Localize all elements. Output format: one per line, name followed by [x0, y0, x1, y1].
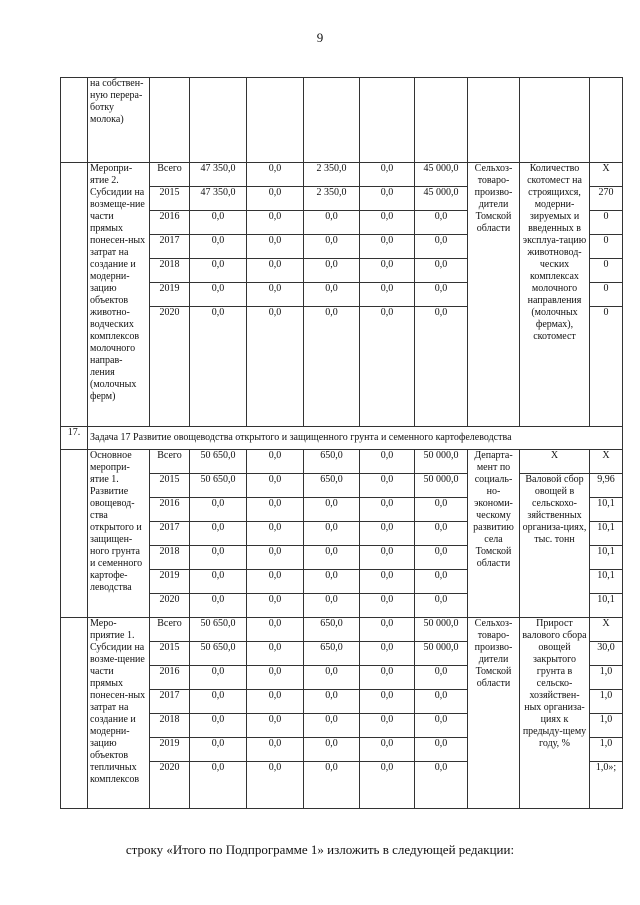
indicator-value: 10,1 — [590, 498, 623, 522]
local-cell: 0,0 — [360, 618, 415, 642]
table-body — [61, 78, 623, 809]
total-cell: 0,0 — [190, 714, 247, 738]
federal-cell: 0,0 — [247, 522, 304, 546]
regional-cell: 0,0 — [304, 498, 360, 522]
year-cell: 2017 — [150, 522, 190, 546]
indicator-value: 270 — [590, 187, 623, 211]
indicator-x-cell: Х — [520, 450, 590, 474]
federal-cell: 0,0 — [247, 163, 304, 187]
indicator-value: 0 — [590, 283, 623, 307]
federal-cell: 0,0 — [247, 498, 304, 522]
total-cell: 0,0 — [190, 307, 247, 427]
local-cell: 0,0 — [360, 450, 415, 474]
extra-cell: 0,0 — [415, 666, 468, 690]
federal-cell: 0,0 — [247, 259, 304, 283]
local-cell: 0,0 — [360, 498, 415, 522]
indicator-value: 1,0 — [590, 714, 623, 738]
indicator-value: Х — [590, 163, 623, 187]
total-cell: 0,0 — [190, 283, 247, 307]
federal-cell: 0,0 — [247, 666, 304, 690]
regional-cell: 650,0 — [304, 474, 360, 498]
indicator-value: 0 — [590, 307, 623, 427]
regional-cell: 650,0 — [304, 618, 360, 642]
federal-cell: 0,0 — [247, 450, 304, 474]
caption-text: строку «Итого по Подпрограмме 1» изложить в следующей редакции: — [125, 842, 515, 857]
regional-cell: 650,0 — [304, 450, 360, 474]
federal-cell: 0,0 — [247, 738, 304, 762]
extra-cell: 0,0 — [415, 307, 468, 427]
indicator-value: 10,1 — [590, 522, 623, 546]
year-cell: 2020 — [150, 762, 190, 809]
year-cell: 2020 — [150, 594, 190, 618]
regional-cell: 2 350,0 — [304, 163, 360, 187]
local-cell: 0,0 — [360, 474, 415, 498]
regional-cell: 0,0 — [304, 546, 360, 570]
extra-cell: 50 000,0 — [415, 618, 468, 642]
total-cell: 0,0 — [190, 594, 247, 618]
indicator-value: 0 — [590, 235, 623, 259]
local-cell: 0,0 — [360, 163, 415, 187]
indicator-value: 1,0 — [590, 666, 623, 690]
indicator-value: 0 — [590, 211, 623, 235]
local-cell: 0,0 — [360, 762, 415, 809]
year-cell: 2016 — [150, 666, 190, 690]
regional-cell: 0,0 — [304, 762, 360, 809]
indicator-value: Х — [590, 618, 623, 642]
total-cell: 0,0 — [190, 546, 247, 570]
total-cell: 0,0 — [190, 211, 247, 235]
extra-cell: 0,0 — [415, 690, 468, 714]
year-cell: 2018 — [150, 546, 190, 570]
local-cell: 0,0 — [360, 522, 415, 546]
extra-cell: 0,0 — [415, 738, 468, 762]
extra-cell: 50 000,0 — [415, 642, 468, 666]
local-cell: 0,0 — [360, 211, 415, 235]
indicator-value: 1,0 — [590, 690, 623, 714]
total-cell: 50 650,0 — [190, 642, 247, 666]
federal-cell: 0,0 — [247, 690, 304, 714]
total-cell: 0,0 — [190, 259, 247, 283]
extra-cell: 0,0 — [415, 283, 468, 307]
regional-cell: 0,0 — [304, 594, 360, 618]
indicator-value: 30,0 — [590, 642, 623, 666]
year-cell: 2019 — [150, 570, 190, 594]
regional-cell: 2 350,0 — [304, 187, 360, 211]
regional-cell: 0,0 — [304, 522, 360, 546]
local-cell: 0,0 — [360, 642, 415, 666]
extra-cell: 0,0 — [415, 762, 468, 809]
extra-cell: 50 000,0 — [415, 450, 468, 474]
total-cell: 0,0 — [190, 522, 247, 546]
year-cell: 2017 — [150, 235, 190, 259]
total-cell: 50 650,0 — [190, 474, 247, 498]
total-cell: 0,0 — [190, 738, 247, 762]
year-cell: 2018 — [150, 714, 190, 738]
year-cell: 2015 — [150, 642, 190, 666]
num-cell — [61, 450, 88, 618]
executor-cell: Сельхоз-товаро-произво-дители Томской области — [468, 163, 520, 427]
indicator-value: 10,1 — [590, 594, 623, 618]
federal-cell: 0,0 — [247, 594, 304, 618]
extra-cell: 0,0 — [415, 714, 468, 738]
indicator-value: 10,1 — [590, 546, 623, 570]
year-cell: 2020 — [150, 307, 190, 427]
year-cell: 2016 — [150, 211, 190, 235]
task-number: 17. — [61, 427, 88, 450]
indicator-value: 1,0»; — [590, 762, 623, 809]
local-cell: 0,0 — [360, 738, 415, 762]
table-row — [61, 618, 623, 642]
indicator-value: Х — [590, 450, 623, 474]
indicator-value: 0 — [590, 259, 623, 283]
local-cell: 0,0 — [360, 714, 415, 738]
year-cell: 2019 — [150, 283, 190, 307]
year-cell: 2016 — [150, 498, 190, 522]
total-cell: 0,0 — [190, 762, 247, 809]
activity-name: на собствен-ную перера-ботку молока) — [88, 78, 150, 163]
table-row — [61, 163, 623, 187]
federal-cell: 0,0 — [247, 762, 304, 809]
federal-cell: 0,0 — [247, 546, 304, 570]
activity-name: Меро-приятие 1. Субсидии на возме-щение части прямых понесен-ных затрат на создание и модерни-зацию объектов тепличных комплексов — [88, 618, 150, 809]
num-cell — [61, 78, 88, 163]
year-cell: 2018 — [150, 259, 190, 283]
year-cell: 2015 — [150, 187, 190, 211]
regional-cell: 0,0 — [304, 283, 360, 307]
regional-cell: 0,0 — [304, 307, 360, 427]
executor-cell: Департа-мент по социаль-но-экономи-ческому развитию села Томской области — [468, 450, 520, 618]
total-cell: 0,0 — [190, 690, 247, 714]
local-cell: 0,0 — [360, 666, 415, 690]
federal-cell: 0,0 — [247, 307, 304, 427]
activity-name: Меропри-ятие 2. Субсидии на возмеще-ние части прямых понесен-ных затрат на создание и модерни-зацию объектов животно-водческих комплексов молочного направ-ления (молочных ферм) — [88, 163, 150, 427]
year-cell: Всего — [150, 450, 190, 474]
year-cell: Всего — [150, 163, 190, 187]
total-cell: 50 650,0 — [190, 618, 247, 642]
federal-cell: 0,0 — [247, 714, 304, 738]
regional-cell: 0,0 — [304, 738, 360, 762]
extra-cell: 0,0 — [415, 570, 468, 594]
indicator-name: Валовой сбор овощей в сельскохо-зяйственных организа-циях, тыс. тонн — [520, 474, 590, 618]
task-row — [61, 427, 623, 450]
federal-cell: 0,0 — [247, 570, 304, 594]
extra-cell: 0,0 — [415, 235, 468, 259]
federal-cell: 0,0 — [247, 474, 304, 498]
subprogram-table — [60, 77, 623, 809]
regional-cell: 0,0 — [304, 211, 360, 235]
regional-cell: 0,0 — [304, 714, 360, 738]
extra-cell: 0,0 — [415, 594, 468, 618]
local-cell: 0,0 — [360, 307, 415, 427]
activity-name: Основное меропри-ятие 1. Развитие овощевод-ства открытого и защищен-ного грунта и семенного картофе-леводства — [88, 450, 150, 618]
extra-cell: 0,0 — [415, 546, 468, 570]
table-row — [61, 450, 623, 474]
page-number: 9 — [316, 30, 324, 45]
task-title: Задача 17 Развитие овощеводства открытого и защищенного грунта и семенного картофелеводства — [88, 427, 623, 450]
regional-cell: 0,0 — [304, 235, 360, 259]
local-cell: 0,0 — [360, 235, 415, 259]
year-cell: 2015 — [150, 474, 190, 498]
indicator-name: Количество скотомест на строящихся, модерни-зируемых и введенных в эксплуа-тацию животновод-ческих комплексах молочного направления (молочных фермах), скотомест — [520, 163, 590, 427]
total-cell: 0,0 — [190, 498, 247, 522]
extra-cell: 0,0 — [415, 259, 468, 283]
executor-cell: Сельхоз-товаро-произво-дители Томской области — [468, 618, 520, 809]
local-cell: 0,0 — [360, 283, 415, 307]
continuation-row — [61, 78, 623, 163]
local-cell: 0,0 — [360, 259, 415, 283]
regional-cell: 0,0 — [304, 259, 360, 283]
indicator-name: Прирост валового сбора овощей закрытого грунта в сельско-хозяйствен-ных организа-циях к предыду-щему году, % — [520, 618, 590, 809]
num-cell — [61, 163, 88, 427]
year-cell: 2019 — [150, 738, 190, 762]
local-cell: 0,0 — [360, 546, 415, 570]
federal-cell: 0,0 — [247, 618, 304, 642]
federal-cell: 0,0 — [247, 283, 304, 307]
regional-cell: 0,0 — [304, 690, 360, 714]
federal-cell: 0,0 — [247, 235, 304, 259]
local-cell: 0,0 — [360, 187, 415, 211]
indicator-value: 9,96 — [590, 474, 623, 498]
extra-cell: 50 000,0 — [415, 474, 468, 498]
year-cell: Всего — [150, 618, 190, 642]
indicator-value: 10,1 — [590, 570, 623, 594]
total-cell: 47 350,0 — [190, 163, 247, 187]
local-cell: 0,0 — [360, 690, 415, 714]
regional-cell: 0,0 — [304, 570, 360, 594]
total-cell: 0,0 — [190, 570, 247, 594]
federal-cell: 0,0 — [247, 211, 304, 235]
total-cell: 50 650,0 — [190, 450, 247, 474]
federal-cell: 0,0 — [247, 187, 304, 211]
extra-cell: 45 000,0 — [415, 163, 468, 187]
federal-cell: 0,0 — [247, 642, 304, 666]
year-cell: 2017 — [150, 690, 190, 714]
local-cell: 0,0 — [360, 570, 415, 594]
extra-cell: 45 000,0 — [415, 187, 468, 211]
extra-cell: 0,0 — [415, 211, 468, 235]
extra-cell: 0,0 — [415, 498, 468, 522]
num-cell — [61, 618, 88, 809]
extra-cell: 0,0 — [415, 522, 468, 546]
total-cell: 0,0 — [190, 666, 247, 690]
local-cell: 0,0 — [360, 594, 415, 618]
indicator-value: 1,0 — [590, 738, 623, 762]
regional-cell: 0,0 — [304, 666, 360, 690]
regional-cell: 650,0 — [304, 642, 360, 666]
total-cell: 47 350,0 — [190, 187, 247, 211]
total-cell: 0,0 — [190, 235, 247, 259]
